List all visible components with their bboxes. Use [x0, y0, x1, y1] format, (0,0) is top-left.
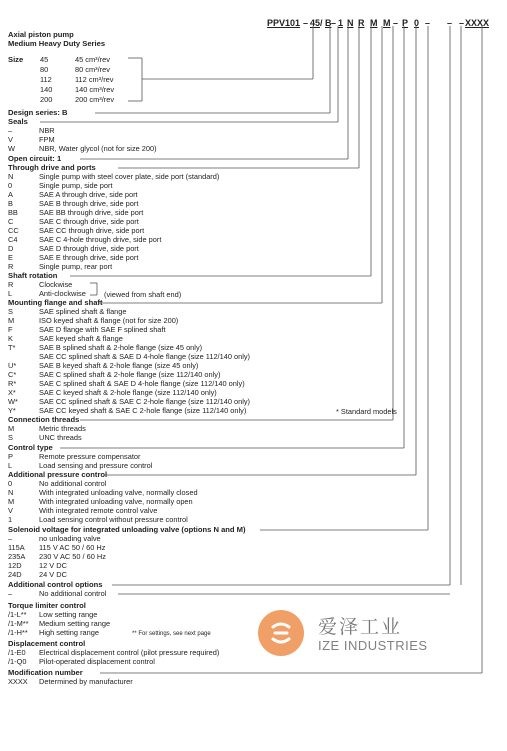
option-code: 24D: [8, 570, 22, 579]
model-code-part: –: [459, 18, 465, 28]
option-code: X*: [8, 388, 16, 397]
list-item: [8, 544, 105, 552]
size-code: 112: [40, 75, 52, 84]
list-item: [8, 254, 138, 262]
option-description: SAE D flange with SAE F splined shaft: [39, 325, 166, 334]
section-header-text: Shaft rotation: [8, 271, 58, 280]
list-item: [8, 398, 250, 406]
list-item: [8, 353, 250, 361]
option-code: M: [8, 316, 15, 325]
option-code: R: [8, 280, 14, 289]
option-code: N: [8, 488, 14, 497]
section-header-text: Mounting flange and shaft: [8, 298, 103, 307]
size-code: 140: [40, 85, 53, 94]
list-item: [8, 516, 188, 524]
option-code: D: [8, 244, 14, 253]
size-value: 45 cm³/rev: [75, 55, 110, 64]
list-item: [8, 535, 101, 543]
section-solenoid: [8, 526, 246, 534]
option-description: Pilot-operated displacement control: [39, 657, 155, 666]
option-code: /1-E0: [8, 648, 26, 657]
title-pump: [8, 31, 74, 39]
option-code: 235A: [8, 552, 26, 561]
option-description: ISO keyed shaft & flange (not for size 200): [39, 316, 179, 325]
size-value: 112 cm³/rev: [75, 75, 114, 84]
list-item: [8, 489, 198, 497]
list-item: [8, 218, 139, 226]
option-description: 115 V AC 50 / 60 Hz: [39, 543, 106, 552]
size-value: 200 cm³/rev: [75, 95, 115, 104]
option-description: Determined by manufacturer: [39, 677, 133, 686]
option-code: C4: [8, 235, 18, 244]
option-code: F: [8, 325, 13, 334]
model-code-part: –: [303, 18, 309, 28]
model-code-part: M: [383, 18, 391, 28]
model-code-part: 45: [310, 18, 321, 28]
option-description: SAE BB through drive, side port: [39, 208, 144, 217]
option-code: –: [8, 589, 13, 598]
section-header-text: Design series: B: [8, 108, 68, 117]
section-header-text: Connection threads: [8, 415, 80, 424]
list-item: [8, 678, 133, 686]
list-item: [8, 453, 140, 461]
list-item: [8, 281, 72, 289]
list-item: [8, 571, 67, 579]
list-item: [8, 434, 82, 442]
list-item: [8, 317, 178, 325]
option-code: –: [8, 534, 13, 543]
section-header-text: Axial piston pump: [8, 30, 74, 39]
option-description: Low setting range: [39, 610, 98, 619]
list-item: [8, 245, 139, 253]
section-header-text: Medium Heavy Duty Series: [8, 39, 106, 48]
option-code: W*: [8, 397, 18, 406]
section-mounting: [8, 299, 103, 307]
list-item: [8, 200, 138, 208]
open-circuit: [8, 155, 61, 163]
section-header-text: Displacement control: [8, 639, 86, 648]
option-code: U*: [8, 361, 17, 370]
option-description: NBR, Water glycol (not for size 200): [39, 144, 157, 153]
option-code: E: [8, 253, 13, 262]
option-description: SAE A through drive, side port: [39, 190, 138, 199]
model-code-row: [0, 18, 507, 32]
option-description: SAE CC splined shaft & SAE D 4-hole flange (size 112/140 only): [39, 352, 251, 361]
option-code: /1-L**: [8, 610, 27, 619]
size-value: 140 cm³/rev: [75, 85, 115, 94]
list-item: [8, 553, 106, 561]
option-code: L: [8, 461, 13, 470]
section-header-text: Seals: [8, 117, 28, 126]
option-description: FPM: [39, 135, 55, 144]
option-description: SAE B splined shaft & 2-hole flange (size 45 only): [39, 343, 203, 352]
option-code: A: [8, 190, 13, 199]
option-code: 12D: [8, 561, 22, 570]
option-description: Metric threads: [39, 424, 86, 433]
list-item: [8, 308, 127, 316]
list-item: [8, 227, 144, 235]
option-code: N: [8, 172, 14, 181]
list-item: [8, 127, 55, 135]
option-description: SAE B keyed shaft & 2-hole flange (size 45 only): [39, 361, 199, 370]
option-description: Load sensing and pressure control: [39, 461, 153, 470]
section-header-text: Open circuit: 1: [8, 154, 62, 163]
option-code: B: [8, 199, 13, 208]
model-code-part: M: [370, 18, 378, 28]
option-description: NBR: [39, 126, 55, 135]
option-description: Single pump, side port: [39, 181, 113, 190]
model-code-part: –: [447, 18, 453, 28]
option-description: SAE B through drive, side port: [39, 199, 139, 208]
section-header-text: Torque limiter control: [8, 601, 86, 610]
option-description: SAE E through drive, side port: [39, 253, 139, 262]
option-description: Remote pressure compensator: [39, 452, 141, 461]
option-code: CC: [8, 226, 19, 235]
option-description: Medium setting range: [39, 619, 111, 628]
list-item: [8, 562, 67, 570]
option-description: Single pump with steel cover plate, side port (standard): [39, 172, 220, 181]
option-code: –: [8, 126, 13, 135]
option-code: M: [8, 424, 15, 433]
section-header-text: Solenoid voltage for integrated unloading valve (options N and M): [8, 525, 246, 534]
option-description: With integrated remote control valve: [39, 506, 158, 515]
list-item: [8, 498, 193, 506]
section-through-drive: [8, 164, 96, 172]
model-code-part: –: [331, 18, 337, 28]
option-code: XXXX: [8, 677, 28, 686]
option-description: SAE keyed shaft & flange: [39, 334, 123, 343]
option-description: With integrated unloading valve, normally closed: [39, 488, 198, 497]
option-code: C*: [8, 370, 17, 379]
option-description: SAE splined shaft & flange: [39, 307, 127, 316]
option-code: R*: [8, 379, 17, 388]
option-description: 230 V AC 50 / 60 Hz: [39, 552, 106, 561]
option-code: 1: [8, 515, 13, 524]
list-item: [8, 425, 86, 433]
option-description: Electrical displacement control (pilot pressure required): [39, 648, 220, 657]
list-item: [8, 629, 99, 637]
section-header-text: Additional pressure control: [8, 470, 108, 479]
list-item: [8, 326, 166, 334]
option-description: SAE C through drive, side port: [39, 217, 139, 226]
list-item: [8, 462, 152, 470]
list-item: [8, 649, 219, 657]
section-header-text: Additional control options: [8, 580, 103, 589]
section-additional-pressure: [8, 471, 107, 479]
option-code: T*: [8, 343, 16, 352]
option-code: V: [8, 135, 13, 144]
list-item: [8, 362, 198, 370]
option-description: Single pump, rear port: [39, 262, 113, 271]
watermark-en-text: IZE INDUSTRIES: [318, 638, 428, 653]
option-code: 0: [8, 181, 13, 190]
model-code-part: 0: [414, 18, 420, 28]
watermark-cn-text: 爱泽工业: [318, 616, 403, 638]
option-code: L: [8, 289, 13, 298]
model-code-part: N: [347, 18, 354, 28]
section-control: [8, 444, 53, 452]
list-item: [8, 236, 161, 244]
model-code-part: B: [325, 18, 332, 28]
option-description: SAE C 4-hole through drive, side port: [39, 235, 162, 244]
size-code: 200: [40, 95, 53, 104]
option-description: Anti-clockwise: [39, 289, 86, 298]
option-code: S: [8, 433, 13, 442]
option-description: SAE CC through drive, side port: [39, 226, 145, 235]
list-item: [8, 658, 155, 666]
section-displacement: [8, 640, 85, 648]
list-item: [8, 620, 110, 628]
model-code-part: /: [320, 18, 323, 28]
section-modification: [8, 669, 83, 677]
title-series: [8, 40, 105, 48]
model-code-part: 1: [338, 18, 344, 28]
list-item: [8, 209, 143, 217]
list-item: [8, 611, 97, 619]
option-description: SAE CC splined shaft & SAE C 2-hole flange (size 112/140 only): [39, 397, 251, 406]
list-item: [8, 380, 245, 388]
list-item: [8, 182, 113, 190]
option-description: Clockwise: [39, 280, 73, 289]
section-torque: [8, 602, 86, 610]
option-code: BB: [8, 208, 18, 217]
list-item: [8, 590, 106, 598]
list-item: [8, 191, 138, 199]
size-label: Size: [8, 55, 24, 64]
rotation-note: (viewed from shaft end): [104, 290, 182, 299]
size-value: 80 cm³/rev: [75, 65, 110, 74]
list-item: [8, 480, 106, 488]
section-threads: [8, 416, 79, 424]
size-code: 80: [40, 65, 49, 74]
option-description: No additional control: [39, 479, 107, 488]
option-description: SAE CC keyed shaft & SAE C 2-hole flange (size 112/140 only): [39, 406, 247, 415]
option-description: SAE C keyed shaft & 2-hole flange (size 112/140 only): [39, 388, 217, 397]
section-additional-control: [8, 581, 103, 589]
option-code: K: [8, 334, 13, 343]
section-header-text: Modification number: [8, 668, 83, 677]
list-item: [8, 371, 220, 379]
option-description: UNC threads: [39, 433, 82, 442]
model-code-part: R: [358, 18, 365, 28]
model-code-part: –: [425, 18, 431, 28]
option-code: /1-H**: [8, 628, 28, 637]
list-item: [8, 507, 157, 515]
option-description: High setting range: [39, 628, 99, 637]
list-item: [8, 389, 217, 397]
section-header-text: Through drive and ports: [8, 163, 96, 172]
option-description: SAE D through drive, side port: [39, 244, 139, 253]
option-code: /1-Q0: [8, 657, 27, 666]
list-item: [8, 344, 202, 352]
section-header-text: Control type: [8, 443, 53, 452]
watermark-logo: [258, 610, 468, 666]
list-item: [8, 290, 86, 298]
option-description: SAE C splined shaft & 2-hole flange (size 112/140 only): [39, 370, 221, 379]
option-description: Load sensing control without pressure control: [39, 515, 188, 524]
standard-models-note: * Standard models: [336, 407, 397, 416]
size-code: 45: [40, 55, 49, 64]
option-code: C: [8, 217, 14, 226]
option-code: 115A: [8, 543, 25, 552]
design-series: [8, 109, 68, 117]
option-code: P: [8, 452, 13, 461]
option-code: Y*: [8, 406, 16, 415]
model-code-part: P: [402, 18, 409, 28]
list-item: [8, 335, 123, 343]
list-item: [8, 263, 112, 271]
option-description: No additional control: [39, 589, 107, 598]
model-code-part: PPV101: [267, 18, 301, 28]
model-code-part: –: [393, 18, 399, 28]
option-description: With integrated unloading valve, normally open: [39, 497, 193, 506]
option-code: /1-M**: [8, 619, 29, 628]
list-item: [8, 136, 55, 144]
section-seals: [8, 118, 28, 126]
option-description: SAE C splined shaft & SAE D 4-hole flange (size 112/140 only): [39, 379, 245, 388]
list-item: [8, 173, 219, 181]
option-description: 12 V DC: [39, 561, 67, 570]
option-code: W: [8, 144, 15, 153]
list-item: [8, 407, 246, 415]
option-description: no unloading valve: [39, 534, 101, 543]
option-description: 24 V DC: [39, 570, 67, 579]
option-code: 0: [8, 479, 13, 488]
watermark-swirl-icon: [267, 619, 295, 647]
torque-note: ** For settings, see next page: [132, 631, 211, 637]
option-code: M: [8, 497, 15, 506]
option-code: V: [8, 506, 13, 515]
section-shaft-rotation: [8, 272, 57, 280]
list-item: [8, 145, 157, 153]
option-code: S: [8, 307, 13, 316]
option-code: R: [8, 262, 14, 271]
model-code-part: XXXX: [465, 18, 490, 28]
